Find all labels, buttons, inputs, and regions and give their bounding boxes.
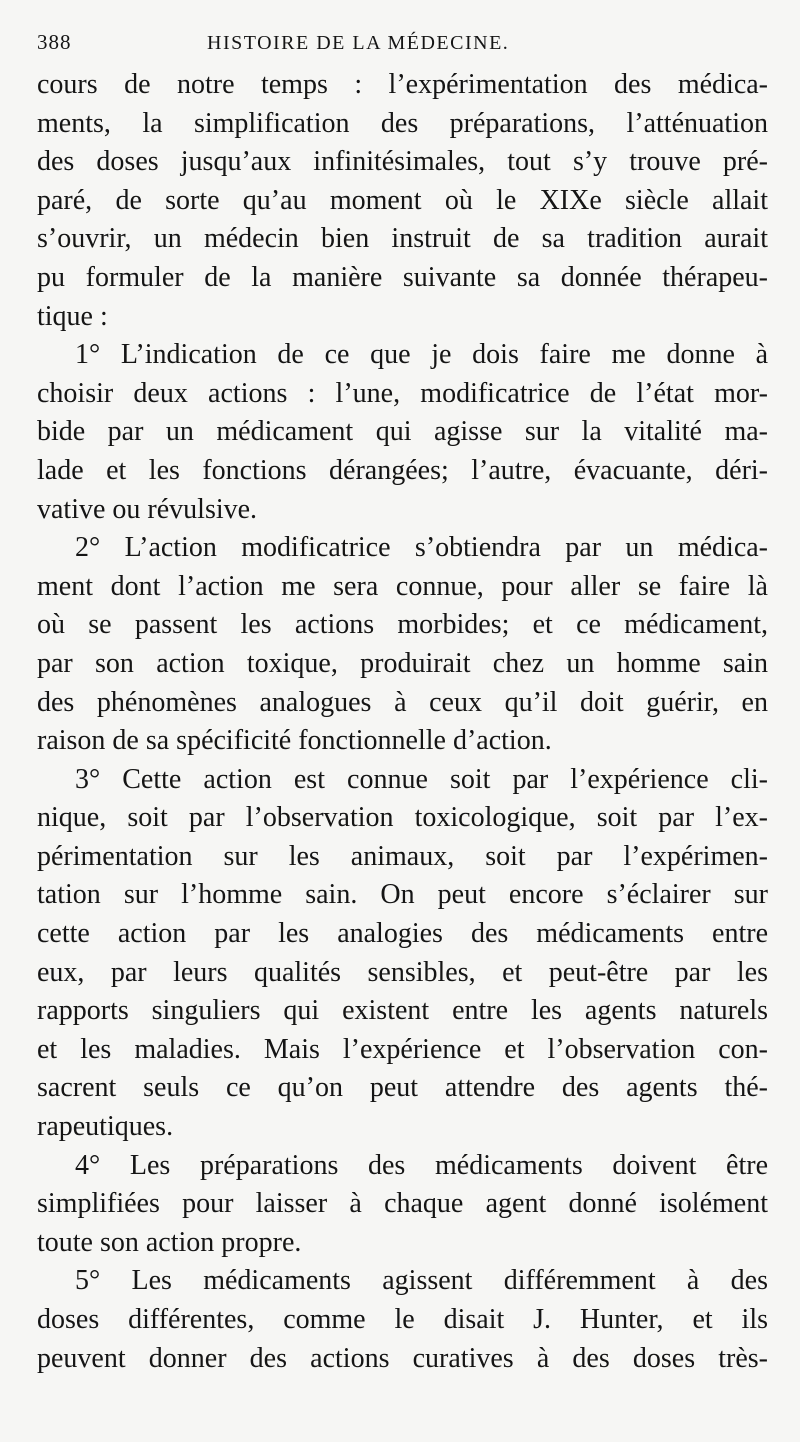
text-line: sacrent seuls ce qu’on peut attendre des agents thé- [37, 1072, 768, 1104]
text-line: tation sur l’homme sain. On peut encore s’éclairer sur [37, 879, 768, 911]
body-text [37, 66, 768, 1378]
text-line: eux, par leurs qualités sensibles, et peut-être par les [37, 956, 768, 988]
text-line: rapeutiques. [37, 1111, 174, 1143]
text-line: tique : [37, 300, 108, 332]
text-line: par son action toxique, produirait chez un homme sain [37, 647, 768, 679]
text-line: paré, de sorte qu’au moment où le XIXe siècle allait [37, 184, 768, 216]
text-line: 4° Les préparations des médicaments doivent être [75, 1149, 768, 1181]
text-line: lade et les fonctions dérangées; l’autre, évacuante, déri- [37, 454, 768, 486]
text-line: ments, la simplification des préparations, l’atténuation [37, 107, 768, 139]
text-line: des phénomènes analogues à ceux qu’il doit guérir, en [37, 686, 768, 718]
text-line: périmentation sur les animaux, soit par l’expérimen- [37, 840, 768, 872]
text-line: nique, soit par l’observation toxicologique, soit par l’ex- [37, 802, 768, 834]
text-line: 5° Les médicaments agissent différemment à des [75, 1265, 768, 1297]
running-head [37, 30, 768, 60]
text-line: 2° L’action modificatrice s’obtiendra par un médica- [75, 532, 768, 564]
text-line: ment dont l’action me sera connue, pour aller se faire là [37, 570, 768, 602]
text-line: choisir deux actions : l’une, modificatrice de l’état mor- [37, 377, 768, 409]
text-line: peuvent donner des actions curatives à des doses très- [37, 1342, 768, 1374]
text-line: 1° L’indication de ce que je dois faire me donne à [75, 339, 768, 371]
text-line: s’ouvrir, un médecin bien instruit de sa tradition aurait [37, 223, 768, 255]
text-line: et les maladies. Mais l’expérience et l’observation con- [37, 1033, 768, 1065]
text-line: raison de sa spécificité fonctionnelle d’action. [37, 725, 552, 757]
text-line: simplifiées pour laisser à chaque agent donné isolément [37, 1188, 768, 1220]
text-line: doses différentes, comme le disait J. Hunter, et ils [37, 1304, 768, 1335]
text-line: des doses jusqu’aux infinitésimales, tout s’y trouve pré- [37, 146, 768, 178]
text-line: où se passent les actions morbides; et ce médicament, [37, 609, 768, 641]
text-line: vative ou révulsive. [37, 493, 258, 525]
text-line: bide par un médicament qui agisse sur la vitalité ma- [37, 416, 768, 448]
page-number: 388 [37, 30, 72, 54]
running-title: HISTOIRE DE LA MÉDECINE. [207, 32, 510, 54]
text-line: cette action par les analogies des médicaments entre [37, 918, 768, 950]
text-line: toute son action propre. [37, 1226, 302, 1258]
text-line: cours de notre temps : l’expérimentation des médica- [37, 69, 768, 100]
text-line: pu formuler de la manière suivante sa donnée thérapeu- [37, 261, 768, 293]
text-line: 3° Cette action est connue soit par l’expérience cli- [75, 763, 768, 795]
text-line: rapports singuliers qui existent entre les agents naturels [37, 995, 768, 1027]
